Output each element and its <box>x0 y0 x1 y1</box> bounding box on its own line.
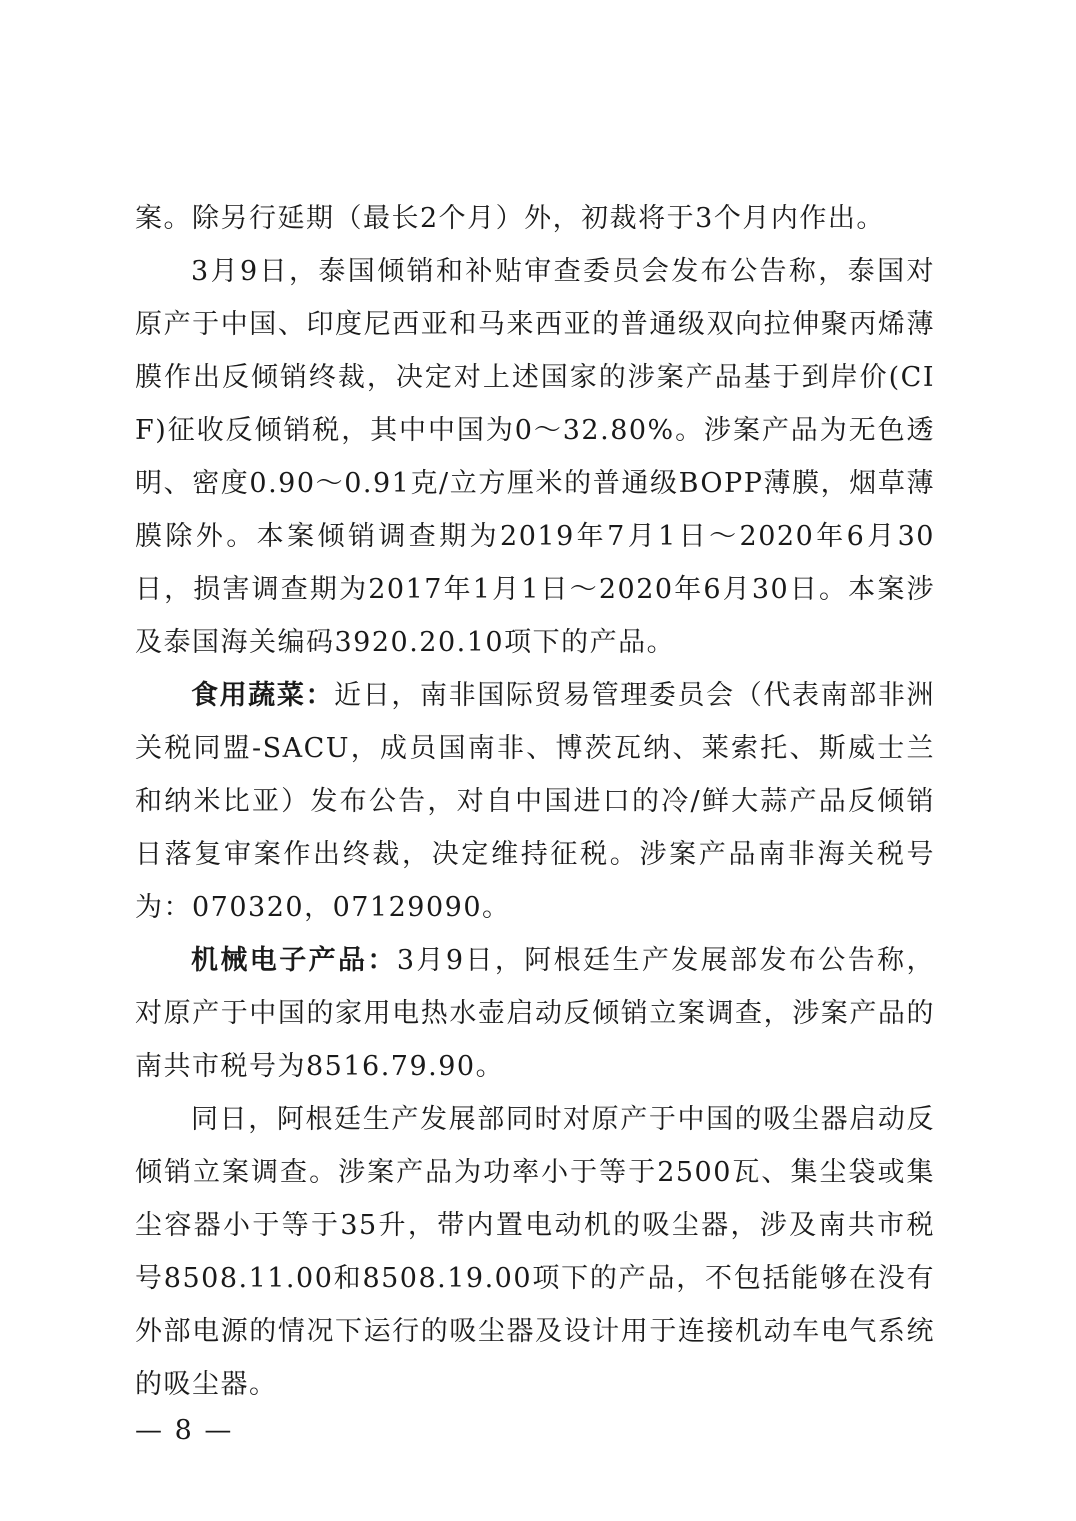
paragraph-text: 3月9日，阿根廷生产发展部发布公告称，对原产于中国的家用电热水壶启动反倾销立案调查，涉案产品的南共市税号为8516.79.90。 <box>135 945 936 1082</box>
document-body <box>135 192 935 1411</box>
section-heading-vegetables: 食用蔬菜： <box>191 680 335 711</box>
paragraph-text: 3月9日，泰国倾销和补贴审查委员会发布公告称，泰国对原产于中国、印度尼西亚和马来西亚的普通级双向拉伸聚丙烯薄膜作出反倾销终裁，决定对上述国家的涉案产品基于到岸价(CIF)征收反倾销税，其中中国为0～32.80%。涉案产品为无色透明、密度0.90～0.91克/立方厘米的普通级BOPP薄膜，烟草薄膜除外。本案倾销调查期为2019年7月1日～2020年6月30日，损害调查期为2017年1月1日～2020年6月30日。本案涉及泰国海关编码3920.20.10项下的产品。 <box>135 256 935 658</box>
paragraph-thailand-bopp <box>135 245 935 669</box>
paragraph-vegetables <box>135 669 935 934</box>
page-number: — 8 — <box>135 1415 234 1446</box>
paragraph-vacuum-cleaner <box>135 1093 935 1411</box>
paragraph-text: 近日，南非国际贸易管理委员会（代表南部非洲关税同盟-SACU，成员国南非、博茨瓦纳、莱索托、斯威士兰和纳米比亚）发布公告，对自中国进口的冷/鲜大蒜产品反倾销日落复审案作出终裁，决定维持征税。涉案产品南非海关税号为：070320，07129090。 <box>135 680 936 923</box>
paragraph-continuation <box>135 192 935 245</box>
paragraph-text: 同日，阿根廷生产发展部同时对原产于中国的吸尘器启动反倾销立案调查。涉案产品为功率小于等于2500瓦、集尘袋或集尘容器小于等于35升，带内置电动机的吸尘器，涉及南共市税号8508.11.00和8508.19.00项下的产品，不包括能够在没有外部电源的情况下运行的吸尘器及设计用于连接机动车电气系统的吸尘器。 <box>135 1104 935 1400</box>
section-heading-electronics: 机械电子产品： <box>191 945 397 976</box>
paragraph-electronics <box>135 934 935 1093</box>
paragraph-text: 案。除另行延期（最长2个月）外，初裁将于3个月内作出。 <box>135 203 885 234</box>
